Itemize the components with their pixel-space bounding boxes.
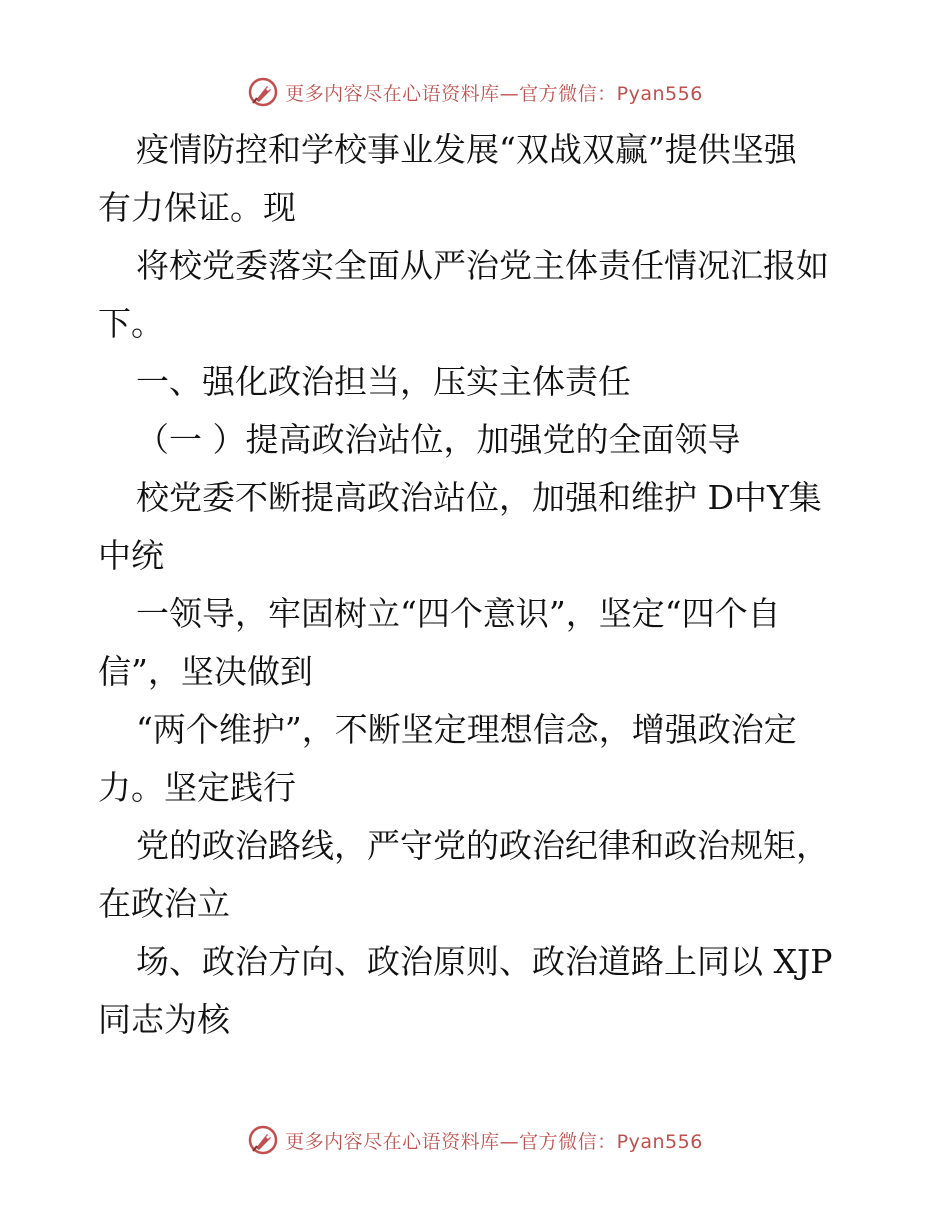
document-body [98, 121, 858, 1049]
text-line: 疫情防控和学校事业发展“双战双赢”提供坚强 [136, 130, 797, 169]
text-line: 下。 [98, 304, 164, 343]
text-line: 力。坚定践行 [98, 768, 296, 807]
text-line: “两个维护”，不断坚定理想信念，增强政治定 [136, 710, 797, 749]
pen-nib-logo-icon [247, 76, 279, 108]
text-line: 信”，坚决做到 [98, 652, 313, 691]
footer-banner-text: 更多内容尽在心语资料库—官方微信：Pyan556 [285, 1130, 703, 1153]
footer-watermark-banner [0, 1120, 950, 1160]
text-line: 在政治立 [98, 884, 230, 923]
section-heading: 一、强化政治担当，压实主体责任 [136, 362, 631, 401]
header-watermark-banner [0, 72, 950, 112]
text-line: 同志为核 [98, 1000, 230, 1039]
header-banner-text: 更多内容尽在心语资料库—官方微信：Pyan556 [285, 82, 703, 105]
text-line: 中统 [98, 536, 164, 575]
text-line: 党的政治路线，严守党的政治纪律和政治规矩， [136, 826, 829, 865]
text-line: 场、政治方向、政治原则、政治道路上同以 XJP [136, 942, 833, 981]
text-line: 有力保证。现 [98, 188, 296, 227]
text-line: 一领导，牢固树立“四个意识”，坚定“四个自 [136, 594, 781, 633]
pen-nib-logo-icon [247, 1124, 279, 1156]
text-line: 将校党委落实全面从严治党主体责任情况汇报如 [136, 246, 829, 285]
text-line: 校党委不断提高政治站位，加强和维护 D中Y集 [136, 478, 822, 517]
subsection-heading: （一 ）提高政治站位，加强党的全面领导 [136, 420, 741, 459]
